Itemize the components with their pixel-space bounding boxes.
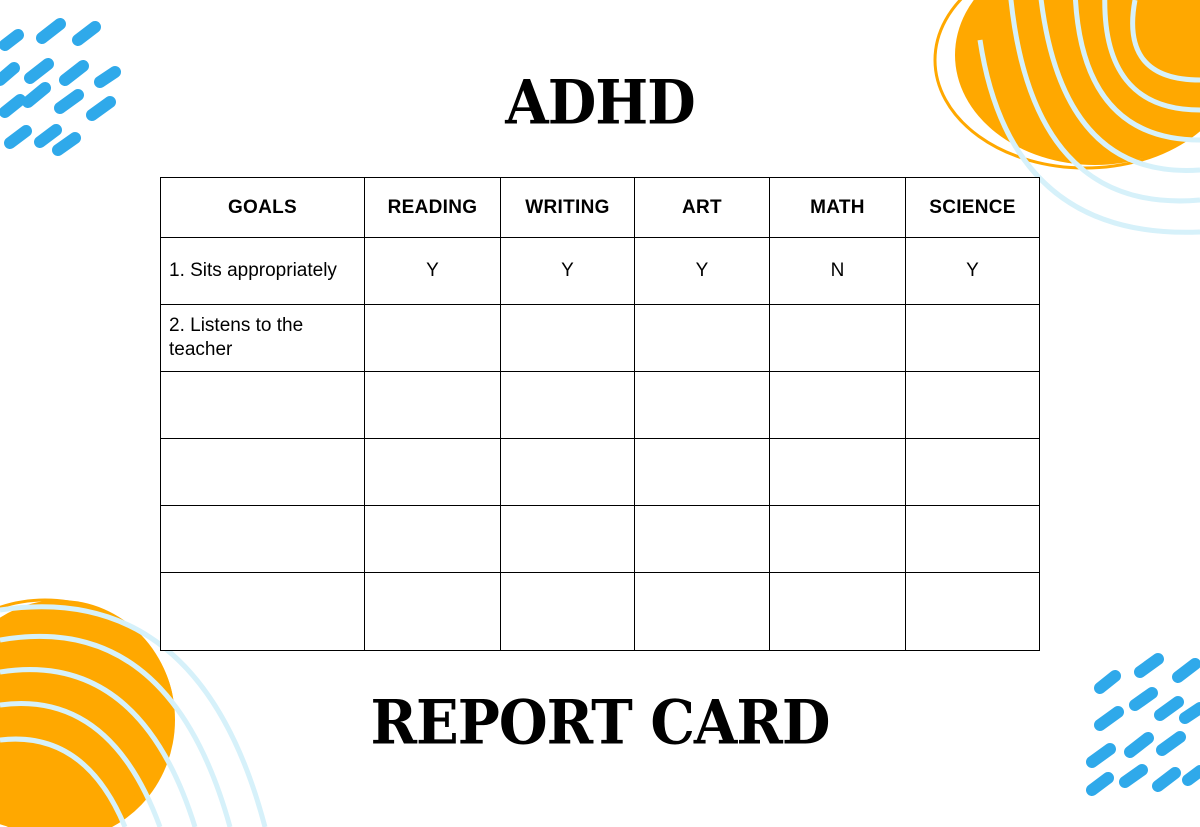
art-cell	[635, 573, 770, 651]
writing-cell	[501, 506, 635, 573]
goal-cell: 1. Sits appropriately	[161, 238, 365, 305]
table-row	[161, 238, 1040, 305]
goal-cell	[161, 372, 365, 439]
art-cell	[635, 372, 770, 439]
math-cell: N	[770, 238, 906, 305]
writing-cell	[501, 372, 635, 439]
table-row	[161, 372, 1040, 439]
writing-cell	[501, 573, 635, 651]
report-card-table	[160, 177, 1040, 651]
science-cell	[906, 506, 1040, 573]
header-reading: READING	[365, 178, 501, 238]
table-row	[161, 573, 1040, 651]
table-row	[161, 439, 1040, 506]
table-row	[161, 305, 1040, 372]
science-cell	[906, 573, 1040, 651]
art-cell	[635, 439, 770, 506]
science-cell: Y	[906, 238, 1040, 305]
math-cell	[770, 439, 906, 506]
art-cell	[635, 506, 770, 573]
reading-cell	[365, 372, 501, 439]
science-cell	[906, 439, 1040, 506]
math-cell	[770, 305, 906, 372]
art-cell	[635, 305, 770, 372]
goal-cell	[161, 573, 365, 651]
reading-cell	[365, 439, 501, 506]
reading-cell	[365, 506, 501, 573]
header-goals: GOALS	[161, 178, 365, 238]
math-cell	[770, 372, 906, 439]
science-cell	[906, 305, 1040, 372]
header-writing: WRITING	[501, 178, 635, 238]
header-science: SCIENCE	[906, 178, 1040, 238]
math-cell	[770, 573, 906, 651]
header-row	[161, 178, 1040, 238]
header-math: MATH	[770, 178, 906, 238]
writing-cell	[501, 439, 635, 506]
science-cell	[906, 372, 1040, 439]
writing-cell	[501, 305, 635, 372]
reading-cell: Y	[365, 238, 501, 305]
header-art: ART	[635, 178, 770, 238]
goal-cell	[161, 439, 365, 506]
goal-cell	[161, 506, 365, 573]
goal-cell: 2. Listens to the teacher	[161, 305, 365, 372]
math-cell	[770, 506, 906, 573]
art-cell: Y	[635, 238, 770, 305]
reading-cell	[365, 573, 501, 651]
title-report-card: REPORT CARD	[370, 687, 830, 759]
table-row	[161, 506, 1040, 573]
title-adhd: ADHD	[505, 67, 695, 139]
reading-cell	[365, 305, 501, 372]
writing-cell: Y	[501, 238, 635, 305]
